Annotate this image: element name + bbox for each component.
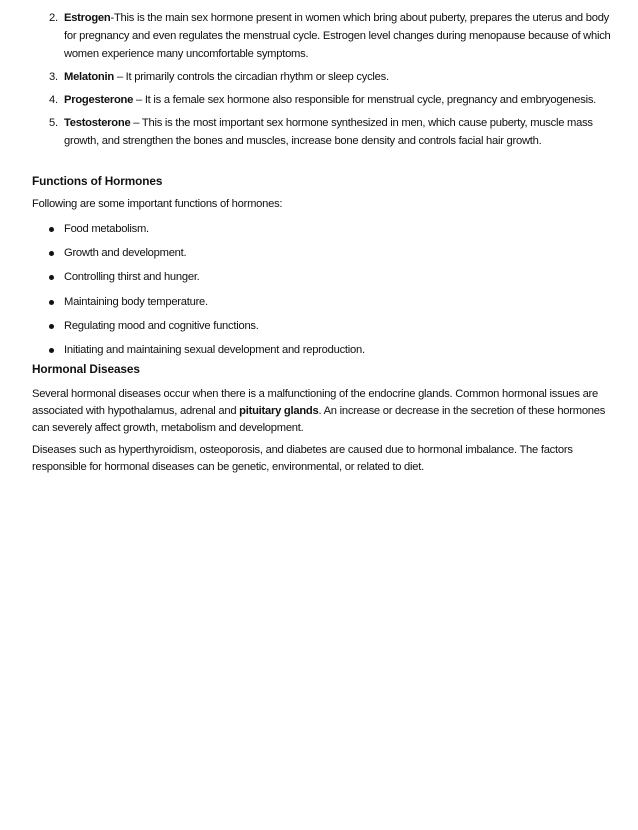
bullet-icon — [49, 275, 54, 280]
hormonal-diseases-heading: Hormonal Diseases — [32, 362, 140, 376]
diseases-paragraph-1 — [32, 386, 612, 437]
pituitary-glands-bold: pituitary glands — [239, 405, 319, 417]
list-number: 2. — [49, 12, 58, 24]
hormone-term: Melatonin — [64, 71, 114, 83]
functions-heading: Functions of Hormones — [32, 174, 163, 188]
list-number: 5. — [49, 117, 58, 129]
list-number: 4. — [49, 94, 58, 106]
list-item — [32, 244, 592, 268]
list-item — [32, 220, 592, 244]
bullet-icon — [49, 324, 54, 329]
bullet-icon — [49, 227, 54, 232]
list-item — [32, 268, 592, 292]
hormone-description: – It is a female sex hormone also responsible for menstrual cycle, pregnancy and embryogenesis. — [133, 94, 597, 106]
diseases-text: . An increase or decrease in the secretion of these hormones can severely affect growth, metabolism and development. — [32, 405, 606, 434]
list-item — [32, 91, 612, 109]
diseases-text: Several hormonal diseases occur when there is a malfunctioning of the endocrine glands. Common hormonal issues are associated with hypothalamus, adrenal and — [32, 388, 598, 417]
functions-bullet-list — [32, 220, 592, 365]
hormone-term: Testosterone — [64, 117, 131, 129]
hormone-description: – It primarily controls the circadian rhythm or sleep cycles. — [113, 71, 389, 83]
function-item-text: Regulating mood and cognitive functions. — [64, 319, 259, 332]
list-item — [32, 317, 592, 341]
list-item — [32, 114, 612, 150]
list-item — [32, 68, 612, 86]
function-item-text: Controlling thirst and hunger. — [64, 271, 200, 284]
hormone-term: Progesterone — [64, 94, 134, 106]
hormone-term: Estrogen — [64, 12, 111, 24]
hormone-description: -This is the main sex hormone present in women which bring about puberty, prepares the uterus and body for pregnancy and even regulates the menstrual cycle. Estrogen level changes during menopause because of which women experience many uncomfortable symptoms. — [64, 12, 611, 60]
function-item-text: Growth and development. — [64, 247, 187, 260]
bullet-icon — [49, 251, 54, 256]
function-item-text: Maintaining body temperature. — [64, 295, 208, 308]
hormone-numbered-list — [32, 9, 612, 155]
function-item-text: Food metabolism. — [64, 223, 149, 235]
hormone-description: – This is the most important sex hormone synthesized in men, which cause puberty, muscle mass growth, and strengthen the bones and muscles, increase bone density and controls facial hair growth. — [64, 117, 593, 147]
bullet-icon — [49, 348, 54, 353]
functions-intro: Following are some important functions of hormones: — [32, 198, 283, 210]
function-item-text: Initiating and maintaining sexual development and reproduction. — [64, 343, 365, 356]
list-number: 3. — [49, 71, 58, 83]
bullet-icon — [49, 300, 54, 305]
list-item — [32, 9, 612, 63]
diseases-paragraph-2: Diseases such as hyperthyroidism, osteoporosis, and diabetes are caused due to hormonal imbalance. The factors responsible for hormonal diseases can be genetic, environmental, or related to diet. — [32, 444, 573, 473]
list-item — [32, 293, 592, 317]
